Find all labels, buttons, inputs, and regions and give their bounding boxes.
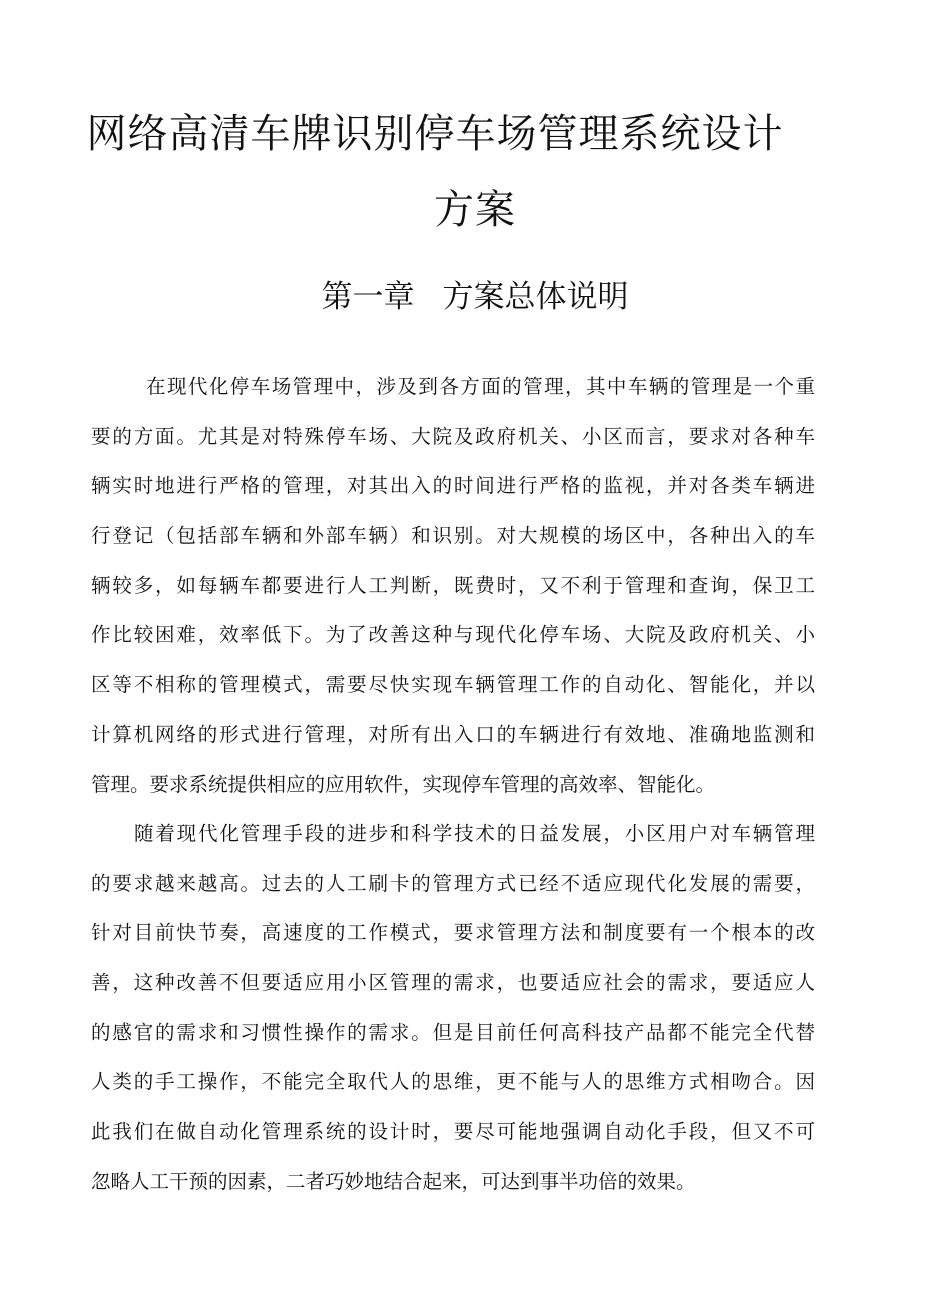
paragraph-line: 此我们在做自动化管理系统的设计时，要尽可能地强调自动化手段，但又不可 bbox=[91, 1120, 815, 1144]
document-title-line-1: 网络高清车牌识别停车场管理系统设计 bbox=[86, 111, 784, 157]
chapter-number: 第一章 bbox=[321, 279, 415, 315]
paragraph-line: 的要求越来越高。过去的人工刷卡的管理方式已经不适应现代化发展的需要， bbox=[91, 871, 815, 895]
paragraph-line: 行登记（包括部车辆和外部车辆）和识别。对大规模的场区中，各种出入的车 bbox=[91, 524, 815, 548]
paragraph-line: 计算机网络的形式进行管理，对所有出入口的车辆进行有效地、准确地监测和 bbox=[91, 722, 815, 746]
paragraph-line: 随着现代化管理手段的进步和科学技术的日益发展，小区用户对车辆管理 bbox=[134, 822, 815, 845]
paragraph-2 bbox=[91, 809, 815, 1207]
paragraph-line: 人类的手工操作，不能完全取代人的思维，更不能与人的思维方式相吻合。因 bbox=[91, 1070, 815, 1094]
paragraph-line: 针对目前快节奏，高速度的工作模式，要求管理方法和制度要有一个根本的改 bbox=[91, 921, 815, 945]
paragraph-line: 区等不相称的管理模式，需要尽快实现车辆管理工作的自动化、智能化，并以 bbox=[91, 673, 815, 697]
chapter-heading bbox=[0, 279, 950, 315]
document-title-line-2: 方案 bbox=[434, 187, 516, 233]
paragraph-line: 辆较多，如每辆车都要进行人工判断，既费时，又不利于管理和查询，保卫工 bbox=[91, 573, 815, 597]
paragraph-line: 管理。要求系统提供相应的应用软件，实现停车管理的高效率、智能化。 bbox=[91, 772, 716, 796]
paragraph-line: 作比较困难，效率低下。为了改善这种与现代化停车场、大院及政府机关、小 bbox=[91, 623, 815, 647]
paragraph-line: 要的方面。尤其是对特殊停车场、大院及政府机关、小区而言，要求对各种车 bbox=[91, 424, 815, 448]
paragraph-line: 的感官的需求和习惯性操作的需求。但是目前任何高科技产品都不能完全代替 bbox=[91, 1020, 815, 1044]
paragraph-line: 在现代化停车场管理中，涉及到各方面的管理，其中车辆的管理是一个重 bbox=[146, 375, 815, 398]
paragraph-line: 辆实时地进行严格的管理，对其出入的时间进行严格的监视，并对各类车辆进 bbox=[91, 474, 815, 498]
paragraph-1 bbox=[91, 362, 815, 809]
paragraph-line: 忽略人工干预的因素，二者巧妙地结合起来，可达到事半功倍的效果。 bbox=[91, 1169, 696, 1193]
chapter-title: 方案总体说明 bbox=[442, 279, 629, 315]
paragraph-line: 善，这种改善不但要适应用小区管理的需求，也要适应社会的需求，要适应人 bbox=[91, 971, 815, 995]
